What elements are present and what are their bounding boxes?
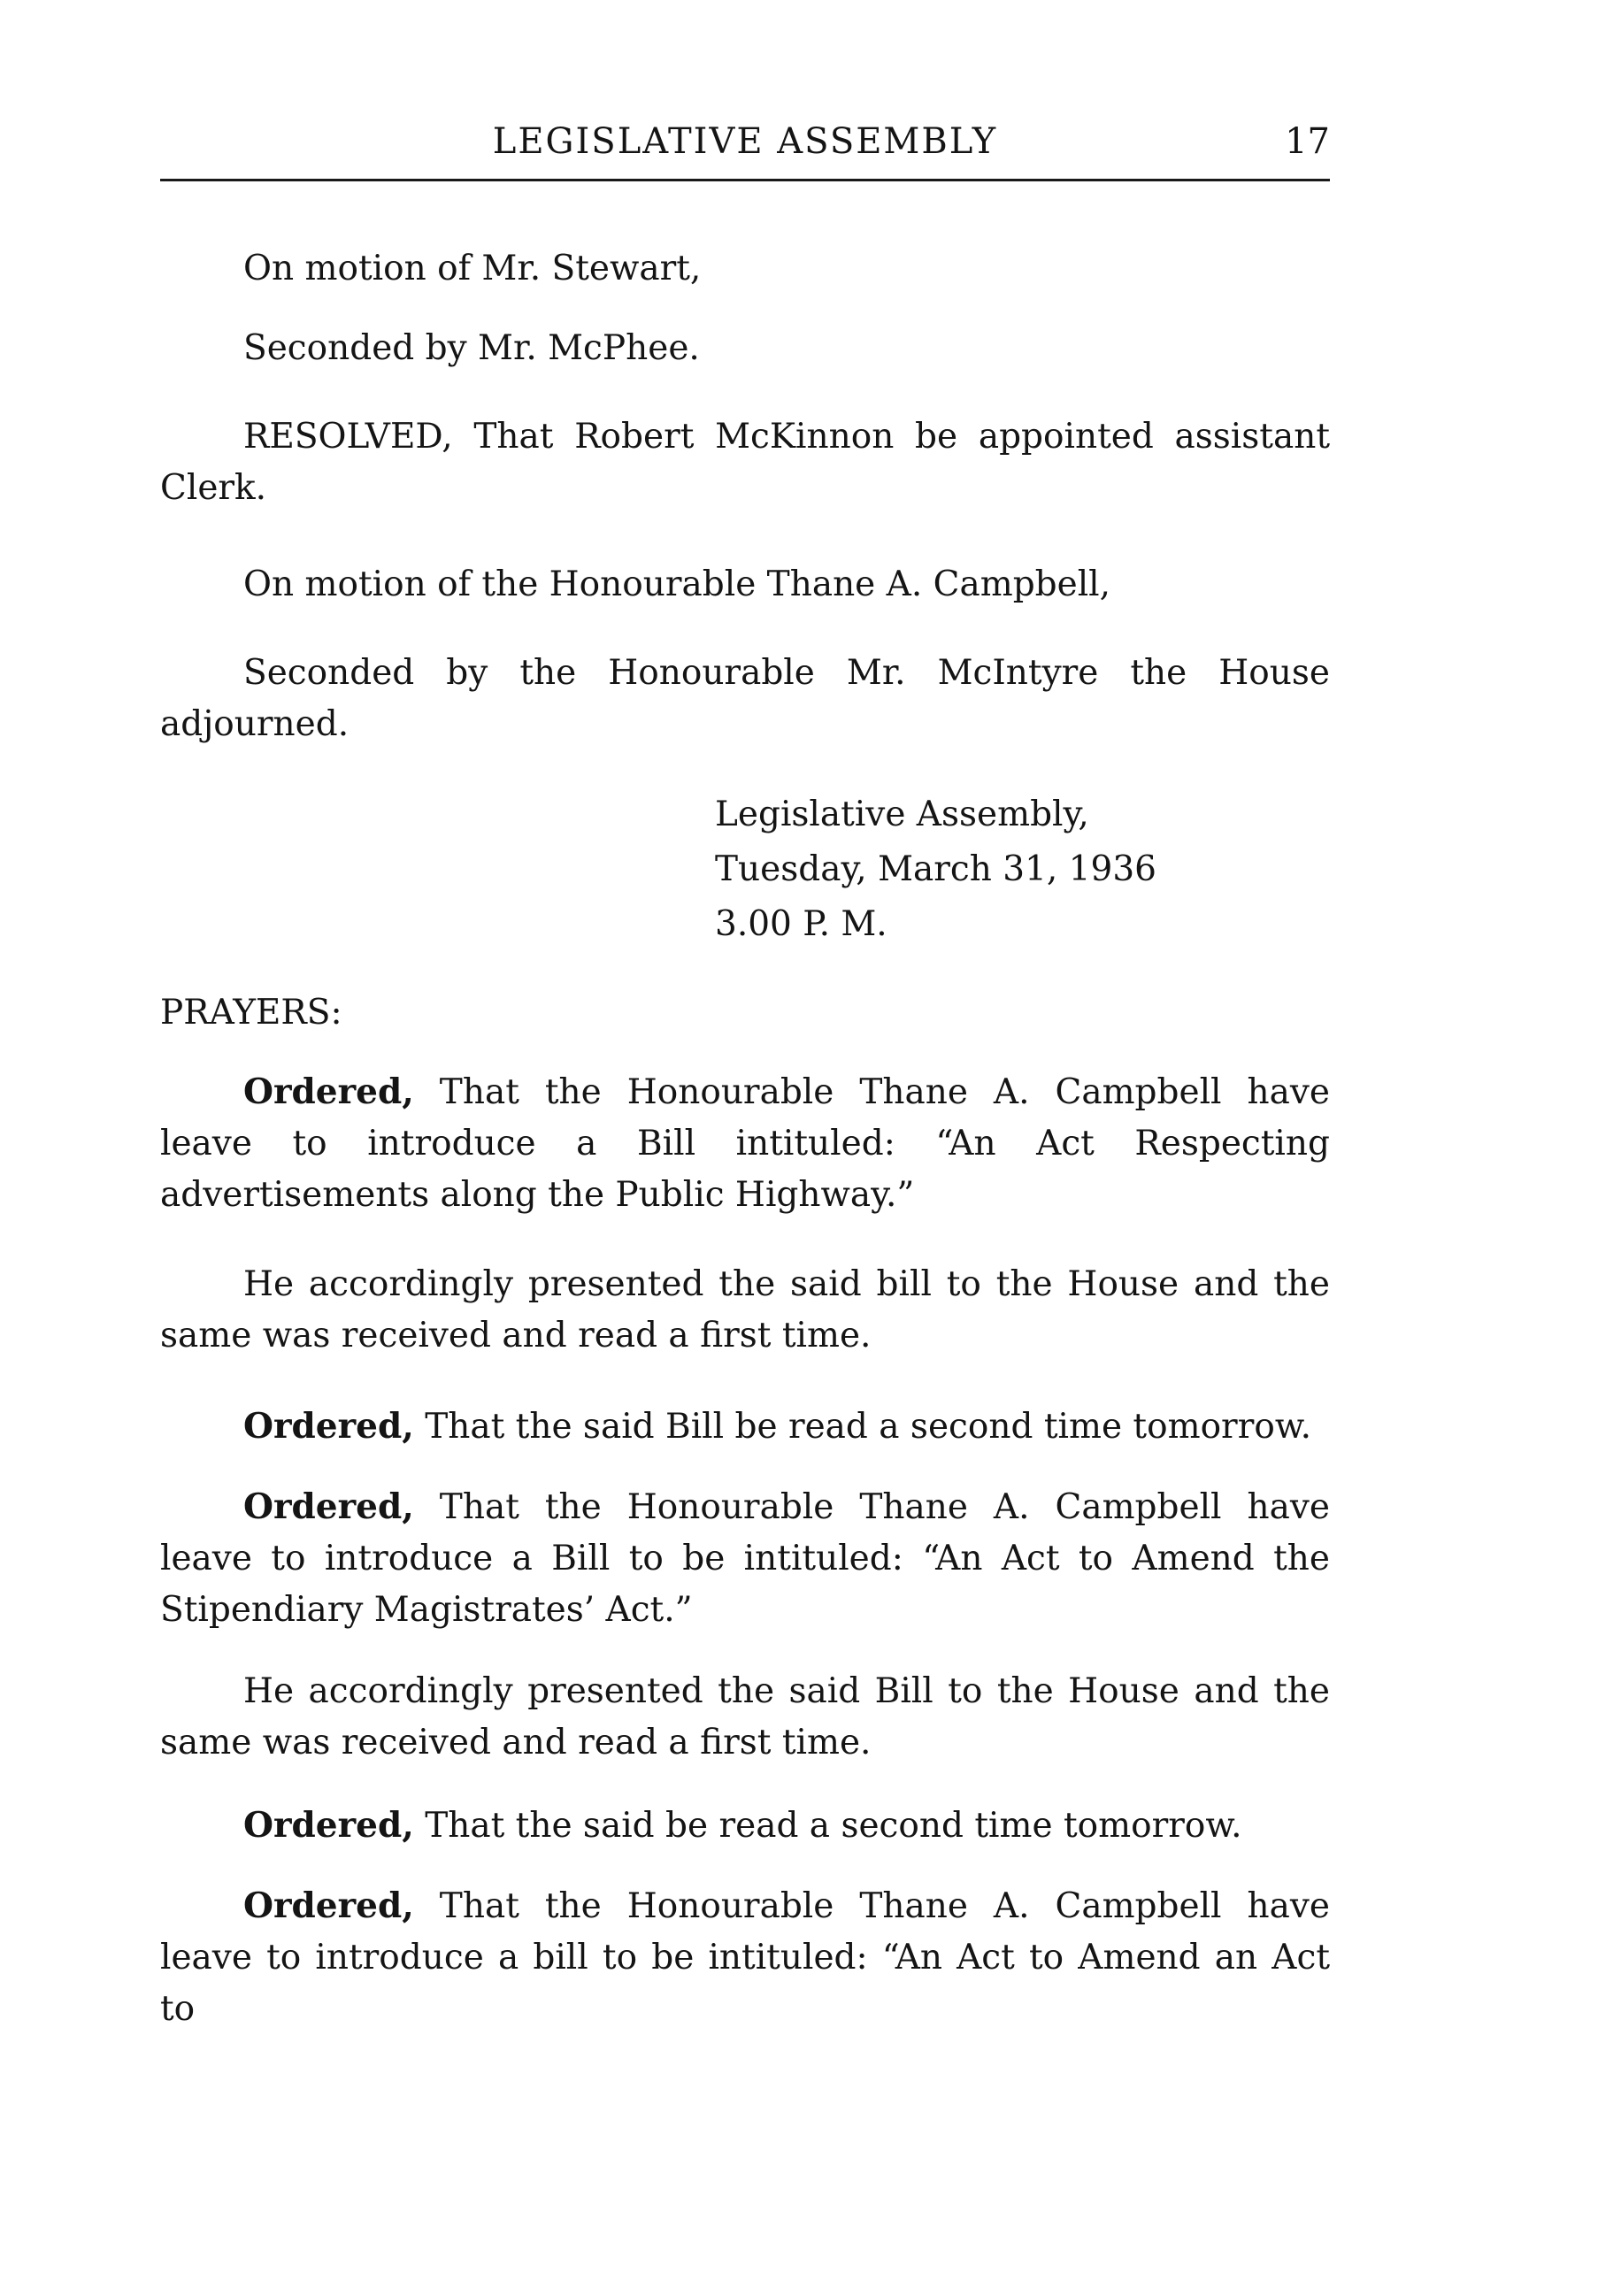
sitting-dateline [715, 787, 1156, 952]
page-number: 17 [1285, 121, 1330, 162]
page-header [160, 119, 1330, 173]
ordered-lead: Ordered, [243, 1885, 414, 1926]
header-rule [160, 179, 1330, 181]
order-text: That the Honourable Thane A. Campbell have leave to introduce a bill to be intituled: “An Act to Amend an Act to [160, 1886, 1330, 2029]
order-paragraph [160, 1880, 1330, 2035]
order-text: That the Honourable Thane A. Campbell have leave to introduce a Bill to be intituled: “An Act to Amend the Stipendiary Magistrates’ Act.” [160, 1487, 1330, 1630]
order-paragraph [160, 1800, 1330, 1852]
motion-line: On motion of the Honourable Thane A. Campbell, [243, 564, 1111, 604]
resolved-paragraph: RESOLVED, That Robert McKinnon be appointed assistant Clerk. [160, 417, 1330, 508]
presented-paragraph: He accordingly presented the said bill to the House and the same was received and read a first time. [160, 1264, 1330, 1355]
dateline-place: Legislative Assembly, [715, 795, 1089, 834]
order-text: That the said Bill be read a second time tomorrow. [413, 1407, 1311, 1447]
order-paragraph [160, 1481, 1330, 1636]
order-text: That the said be read a second time tomorrow. [413, 1806, 1242, 1846]
ordered-lead: Ordered, [243, 1805, 414, 1846]
order-text: That the Honourable Thane A. Campbell have leave to introduce a Bill intituled: “An Act Respecting advertisements along the Public Highway.” [160, 1072, 1330, 1215]
dateline-time: 3.00 P. M. [715, 904, 887, 944]
seconded-adjourned-paragraph: Seconded by the Honourable Mr. McIntyre the House adjourned. [160, 653, 1330, 744]
prayers-heading: PRAYERS: [160, 993, 342, 1033]
presented-paragraph: He accordingly presented the said Bill to the House and the same was received and read a first time. [160, 1671, 1330, 1762]
ordered-lead: Ordered, [243, 1406, 414, 1447]
motion-line: On motion of Mr. Stewart, [243, 249, 702, 288]
ordered-lead: Ordered, [243, 1486, 414, 1527]
ordered-lead: Ordered, [243, 1071, 414, 1112]
order-paragraph [160, 1401, 1330, 1453]
running-head: LEGISLATIVE ASSEMBLY [492, 121, 998, 162]
dateline-date: Tuesday, March 31, 1936 [715, 849, 1156, 889]
seconded-line: Seconded by Mr. McPhee. [243, 328, 700, 368]
order-paragraph [160, 1066, 1330, 1221]
